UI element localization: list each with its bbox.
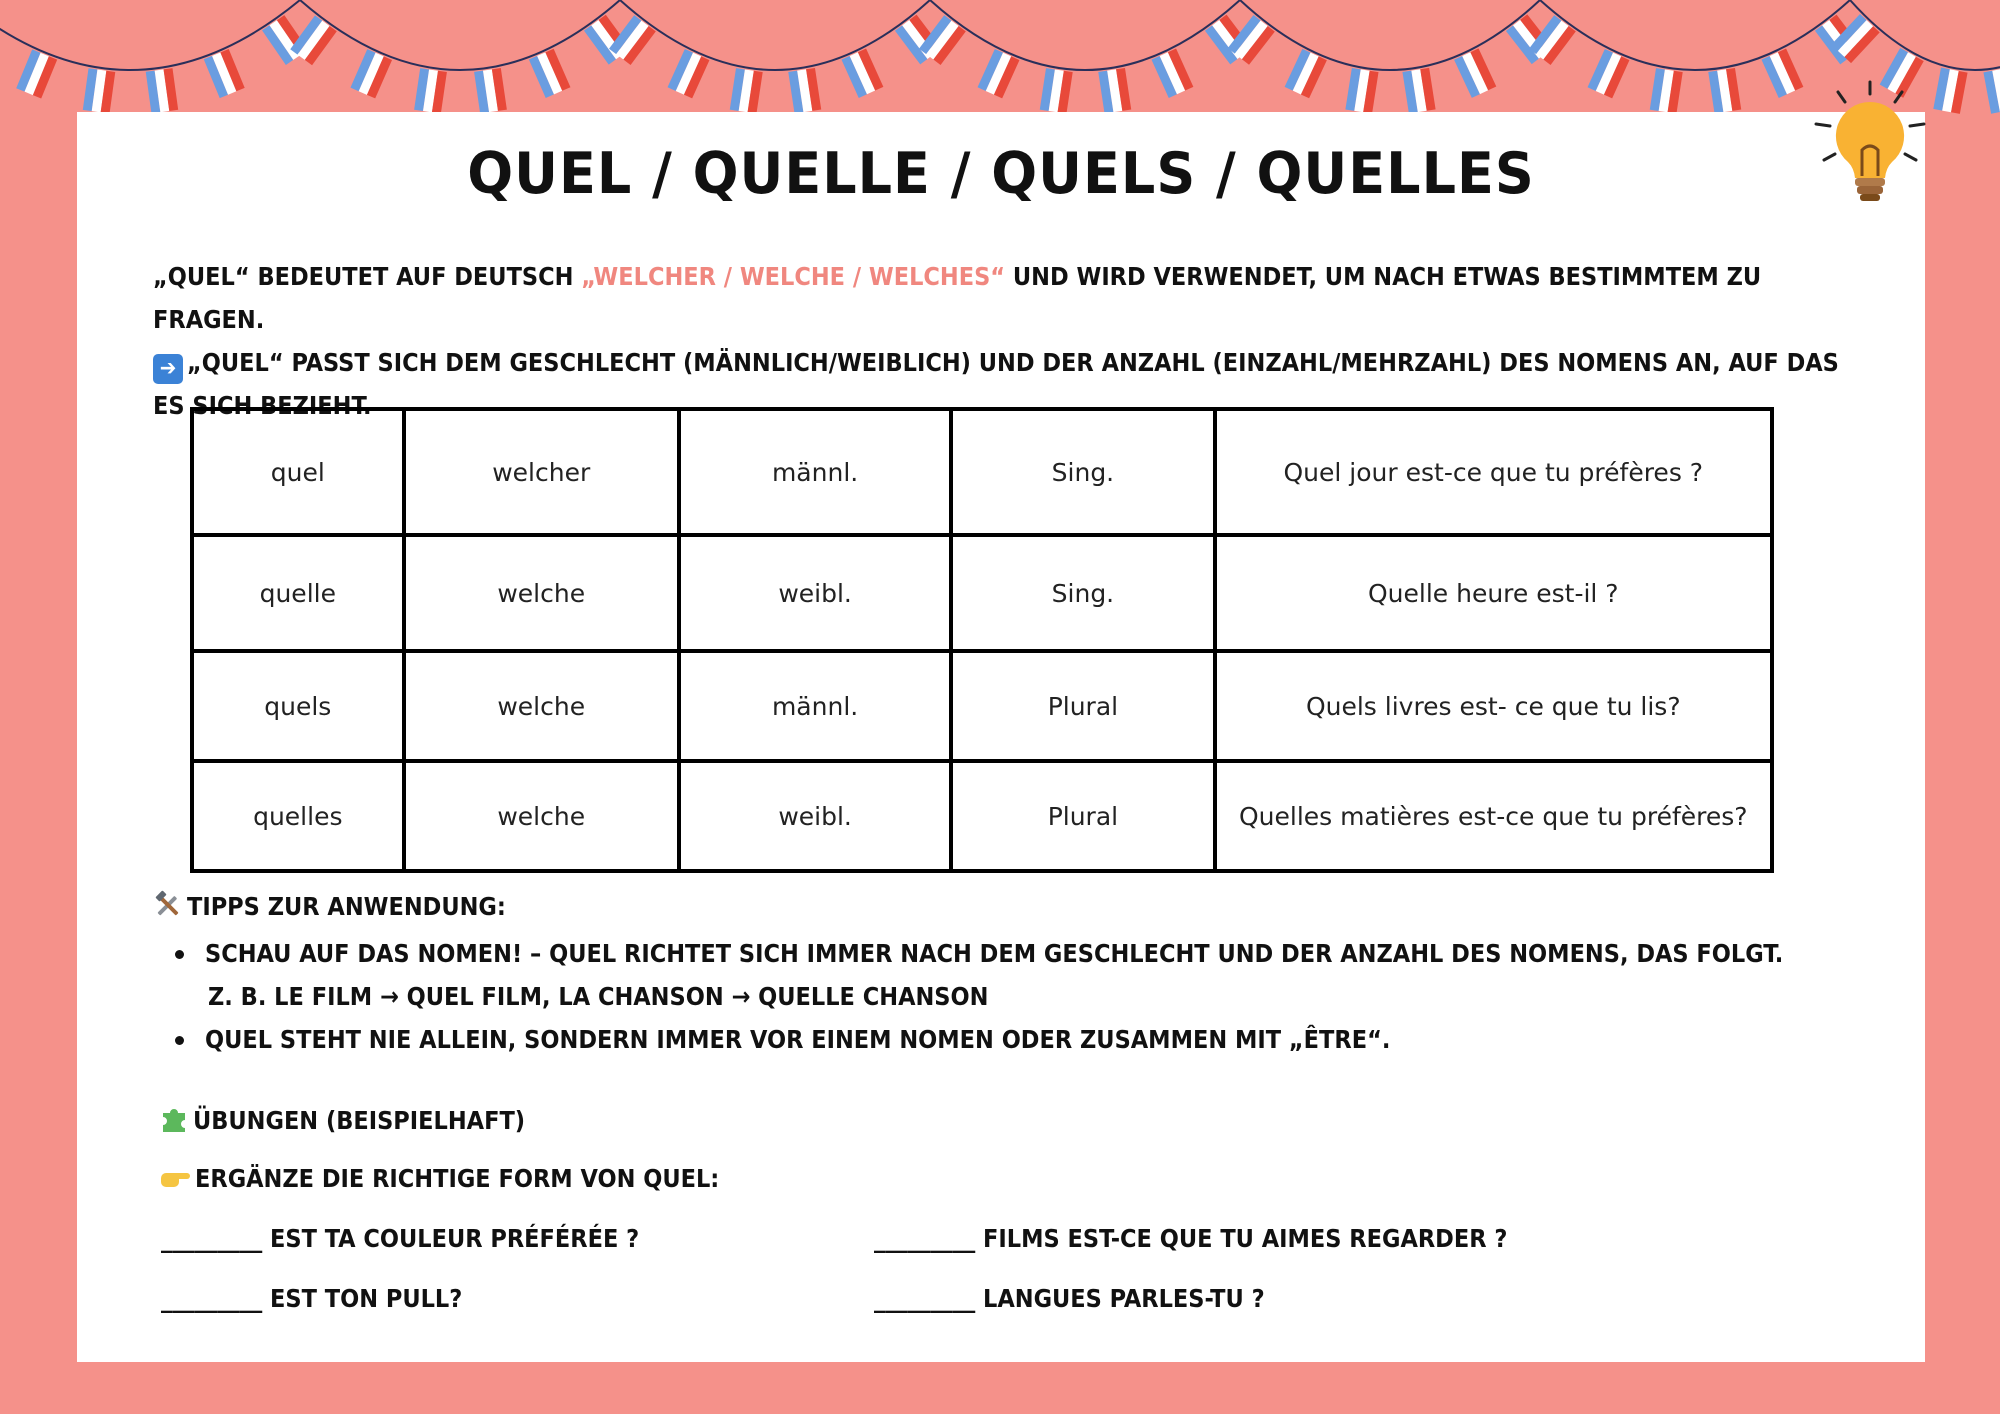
flag <box>1708 68 1741 114</box>
flag <box>1933 68 1967 114</box>
list-item <box>205 932 1855 1018</box>
table-cell: weibl. <box>679 761 951 871</box>
flag <box>1588 49 1630 98</box>
flag <box>978 49 1020 98</box>
worksheet <box>77 112 1925 1362</box>
table-cell: Quelles matières est-ce que tu préfères? <box>1215 761 1772 871</box>
quel-forms-table <box>190 407 1774 873</box>
flag <box>1983 67 2000 113</box>
flag <box>1040 68 1073 114</box>
flag <box>1402 68 1435 114</box>
flag <box>204 49 245 98</box>
exercise-item: _________ FILMS EST-CE QUE TU AIMES REGARDER ? <box>874 1224 1508 1253</box>
intro-line-1 <box>153 255 1873 341</box>
exercise-task <box>159 1164 719 1193</box>
flag <box>414 68 447 113</box>
table-cell: quelles <box>192 761 404 871</box>
flag <box>529 49 571 98</box>
puzzle-piece-icon <box>159 1104 189 1134</box>
flag <box>83 68 115 113</box>
table-row <box>192 535 1772 651</box>
table-cell: Quels livres est- ce que tu lis? <box>1215 651 1772 761</box>
tip-text: QUEL STEHT NIE ALLEIN, SONDERN IMMER VOR EINEM NOMEN ODER ZUSAMMEN MIT „ÊTRE“. <box>205 1025 1391 1054</box>
flag <box>1098 68 1131 114</box>
flag <box>146 68 178 113</box>
table-cell: welcher <box>404 409 679 535</box>
tips-list <box>205 932 1855 1061</box>
list-item <box>205 1018 1855 1061</box>
exercise-item: _________ EST TON PULL? <box>161 1284 463 1313</box>
table-cell: männl. <box>679 409 951 535</box>
translation-highlight: „WELCHER / WELCHE / WELCHES“ <box>581 262 1006 291</box>
table-row <box>192 651 1772 761</box>
flag <box>1454 48 1496 97</box>
hammer-wrench-icon <box>153 890 183 920</box>
table-row <box>192 409 1772 535</box>
exercises-heading-text: ÜBUNGEN (BEISPIELHAFT) <box>193 1106 526 1135</box>
table-cell: quelle <box>192 535 404 651</box>
flag <box>730 68 763 114</box>
intro-line-1-start: „QUEL“ BEDEUTET AUF DEUTSCH <box>153 262 582 291</box>
flag <box>1285 49 1327 98</box>
table-cell: weibl. <box>679 535 951 651</box>
table-cell: Plural <box>951 761 1214 871</box>
table-cell: Plural <box>951 651 1214 761</box>
flag <box>474 68 507 113</box>
tips-heading <box>153 890 506 921</box>
table-cell: welche <box>404 761 679 871</box>
table-cell: quel <box>192 409 404 535</box>
table-cell: Sing. <box>951 409 1214 535</box>
exercises-heading <box>159 1104 525 1135</box>
tip-text: SCHAU AUF DAS NOMEN! – QUEL RICHTET SICH IMMER NACH DEM GESCHLECHT UND DER ANZAHL DES NOMENS, DAS FOLGT. <box>205 939 1784 968</box>
exercise-task-text: ERGÄNZE DIE RICHTIGE FORM VON QUEL: <box>195 1164 720 1193</box>
table-cell: Quelle heure est-il ? <box>1215 535 1772 651</box>
table-cell: Quel jour est-ce que tu préfères ? <box>1215 409 1772 535</box>
flag <box>788 68 821 114</box>
right-arrow-icon: ➔ <box>153 354 183 384</box>
table-row <box>192 761 1772 871</box>
table-cell: männl. <box>679 651 951 761</box>
tip-example: Z. B. LE FILM → QUEL FILM, LA CHANSON → QUELLE CHANSON <box>208 982 989 1011</box>
flag <box>16 49 57 98</box>
exercise-item: _________ LANGUES PARLES-TU ? <box>874 1284 1265 1313</box>
flag <box>841 49 883 98</box>
table-cell: Sing. <box>951 535 1214 651</box>
intro-line-1-end: UND WIRD VERWENDET, UM NACH ETWAS BESTIMMTEM ZU FRAGEN. <box>153 262 1762 334</box>
page-title: QUEL / QUELLE / QUELS / QUELLES <box>467 140 1535 207</box>
flag <box>1151 49 1193 98</box>
intro-line-2-text: „QUEL“ PASST SICH DEM GESCHLECHT (MÄNNLICH/WEIBLICH) UND DER ANZAHL (EINZAHL/MEHRZAHL) DES NOMENS AN, AUF DAS ES SICH BEZIEHT. <box>153 348 1839 420</box>
flag <box>350 49 392 98</box>
flag <box>668 49 710 98</box>
flag <box>1345 68 1378 114</box>
pointing-hand-icon <box>159 1164 191 1192</box>
table-cell: quels <box>192 651 404 761</box>
exercise-item: _________ EST TA COULEUR PRÉFÉRÉE ? <box>161 1224 640 1253</box>
bunting-decoration <box>0 0 2000 120</box>
intro-text <box>153 255 1873 427</box>
tips-heading-text: TIPPS ZUR ANWENDUNG: <box>187 892 506 921</box>
lightbulb-icon <box>1810 78 1930 213</box>
flag <box>1650 68 1683 114</box>
flag <box>1761 49 1803 98</box>
table-cell: welche <box>404 535 679 651</box>
table-cell: welche <box>404 651 679 761</box>
